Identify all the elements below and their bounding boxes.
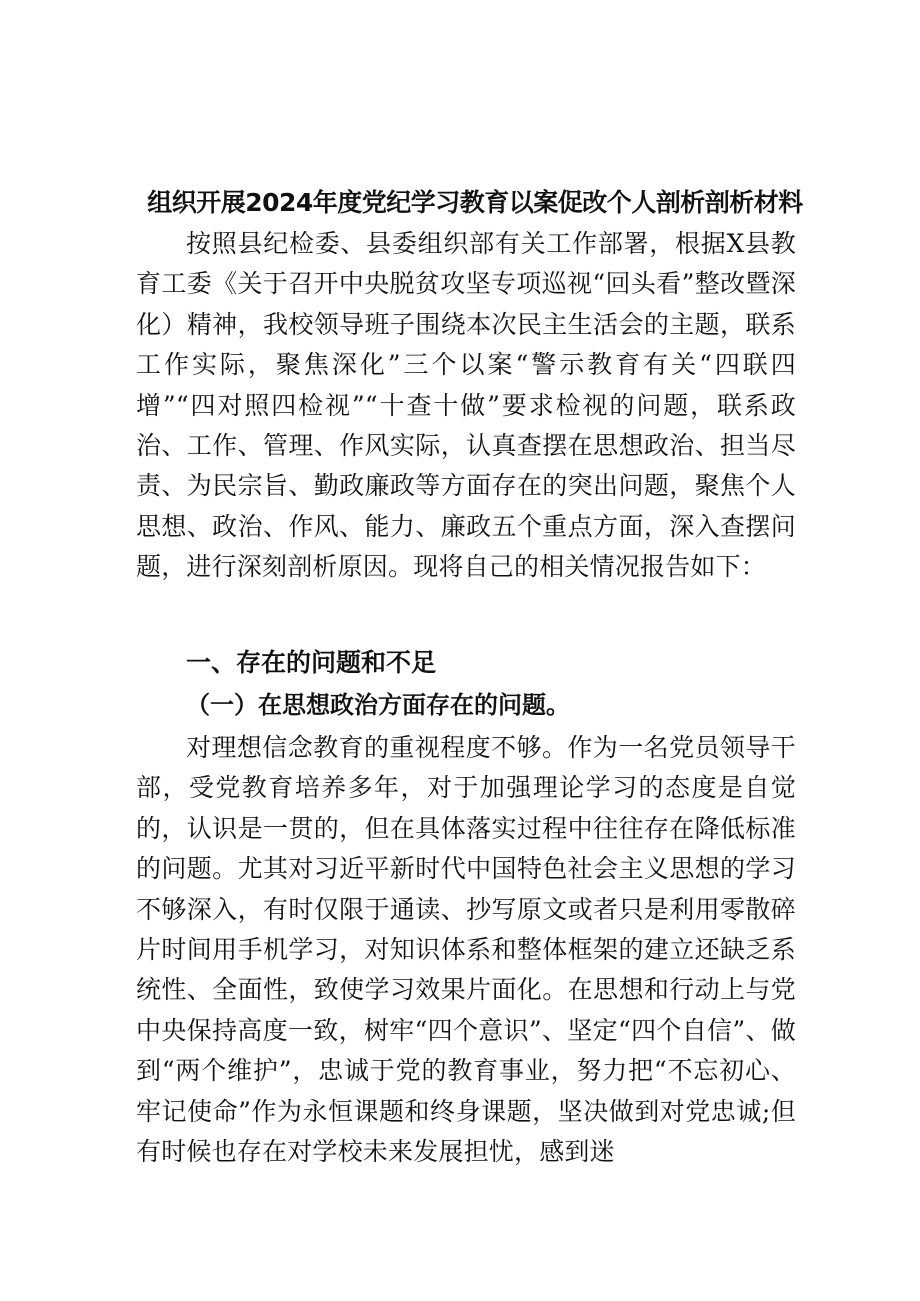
document-title: 组织开展2024年度党纪学习教育以案促改个人剖析剖析材料 [147, 187, 803, 217]
section-heading: 一、存在的问题和不足 [186, 648, 437, 677]
subsection-heading: （一）在思想政治方面存在的问题。 [186, 690, 570, 719]
problem-paragraph: 对理想信念教育的重视程度不够。作为一名党员领导干部，受党教育培养多年，对于加强理论学习的态度是自觉的，认识是一贯的，但在具体落实过程中往往存在降低标准的问题。尤其对习近平新时代中国特色社会主义思想的学习不够深入，有时仅限于通读、抄写原文或者只是利用零散碎片时间用手机学习，对知识体系和整体框架的建立还缺乏系统性、全面性，致使学习效果片面化。在思想和行动上与党中央保持高度一致，树牢“四个意识”、坚定“四个自信”、做到“两个维护”，忠诚于党的教育事业，努力把“不忘初心、牢记使命”作为永恒课题和终身课题，坚决做到对党忠诚;但有时候也存在对学校未来发展担忧，感到迷 [136, 733, 796, 1167]
intro-paragraph: 按照县纪检委、县委组织部有关工作部署，根据X县教育工委《关于召开中央脱贫攻坚专项巡视“回头看”整改暨深化）精神，我校领导班子围绕本次民主生活会的主题，联系工作实际，聚焦深化”三个以案“警示教育有关“四联四增”“四对照四检视”“十查十做”要求检视的问题，联系政治、工作、管理、作风实际，认真查摆在思想政治、担当尽责、为民宗旨、勤政廉政等方面存在的突出问题，聚焦个人思想、政治、作风、能力、廉政五个重点方面，深入查摆问题，进行深刻剖析原因。现将自己的相关情况报告如下： [136, 229, 796, 582]
